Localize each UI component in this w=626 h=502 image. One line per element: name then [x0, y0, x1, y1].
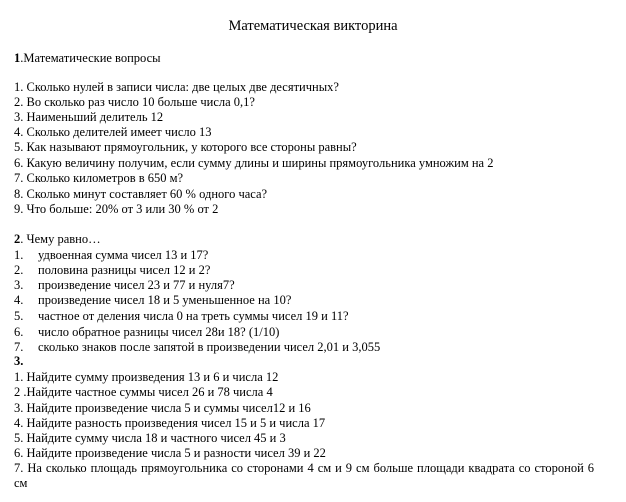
section-2-heading: [14, 232, 101, 247]
question-2-5: [14, 309, 349, 324]
question-1-2: 2. Во сколько раз число 10 больше числа 0,1?: [14, 95, 255, 109]
question-3-4: 4. Найдите разность произведения чисел 15 и 5 и числа 17: [14, 416, 326, 430]
question-1-9: 9. Что больше: 20% от 3 или 30 % от 2: [14, 202, 219, 216]
question-2-2-text: половина разницы чисел 12 и 2?: [38, 263, 211, 277]
question-2-6: [14, 325, 279, 340]
question-2-7-number: 7.: [14, 340, 24, 354]
question-2-3: [14, 278, 235, 293]
question-1-5: 5. Как называют прямоугольник, у которого все стороны равны?: [14, 140, 357, 154]
question-2-5-text: частное от деления числа 0 на треть суммы чисел 19 и 11?: [38, 309, 349, 323]
question-2-7-text: сколько знаков после запятой в произведении чисел 2,01 и 3,055: [38, 340, 381, 354]
section-1-number: 1: [14, 51, 21, 65]
section-3-number: 3.: [14, 354, 24, 368]
section-1-heading: [14, 51, 161, 66]
question-2-2: [14, 263, 210, 278]
section-2-number: 2: [14, 232, 21, 246]
question-2-6-number: 6.: [14, 325, 24, 339]
section-2-title: . Чему равно…: [20, 232, 101, 246]
question-1-8: 8. Сколько минут составляет 60 % одного часа?: [14, 187, 268, 201]
question-2-1-text: удвоенная сумма чисел 13 и 17?: [38, 248, 209, 262]
question-2-4-text: произведение чисел 18 и 5 уменьшенное на 10?: [38, 293, 292, 307]
section-1-title: .Математические вопросы: [20, 51, 161, 65]
question-3-3: 3. Найдите произведение числа 5 и суммы чисел12 и 16: [14, 401, 311, 415]
question-2-4: [14, 293, 291, 308]
question-2-7: [14, 340, 380, 355]
question-1-3: 3. Наименьший делитель 12: [14, 110, 164, 124]
question-3-5: 5. Найдите сумму числа 18 и частного чисел 45 и 3: [14, 431, 286, 445]
question-1-4: 4. Сколько делителей имеет число 13: [14, 125, 212, 139]
question-3-7: 7. На сколько площадь прямоугольника со сторонами 4 см и 9 см больше площади квадрата со стороной 6 см: [14, 461, 594, 490]
page-title: Математическая викторина: [228, 18, 398, 34]
question-2-3-text: произведение чисел 23 и 77 и нуля7?: [38, 278, 235, 292]
question-2-1: [14, 248, 208, 263]
question-3-6: 6. Найдите произведение числа 5 и разности чисел 39 и 22: [14, 446, 326, 460]
question-2-1-number: 1.: [14, 248, 24, 262]
question-2-6-text: число обратное разницы чисел 28и 18? (1/10): [38, 325, 280, 339]
question-2-5-number: 5.: [14, 309, 24, 323]
question-3-2: 2 .Найдите частное суммы чисел 26 и 78 числа 4: [14, 385, 273, 399]
question-1-1: 1. Сколько нулей в записи числа: две целых две десятичных?: [14, 80, 339, 94]
question-1-7: 7. Сколько километров в 650 м?: [14, 171, 184, 185]
question-2-3-number: 3.: [14, 278, 24, 292]
question-3-1: 1. Найдите сумму произведения 13 и 6 и числа 12: [14, 370, 279, 384]
question-2-4-number: 4.: [14, 293, 24, 307]
question-1-6: 6. Какую величину получим, если сумму длины и ширины прямоугольника умножим на 2: [14, 156, 494, 170]
question-2-2-number: 2.: [14, 263, 24, 277]
